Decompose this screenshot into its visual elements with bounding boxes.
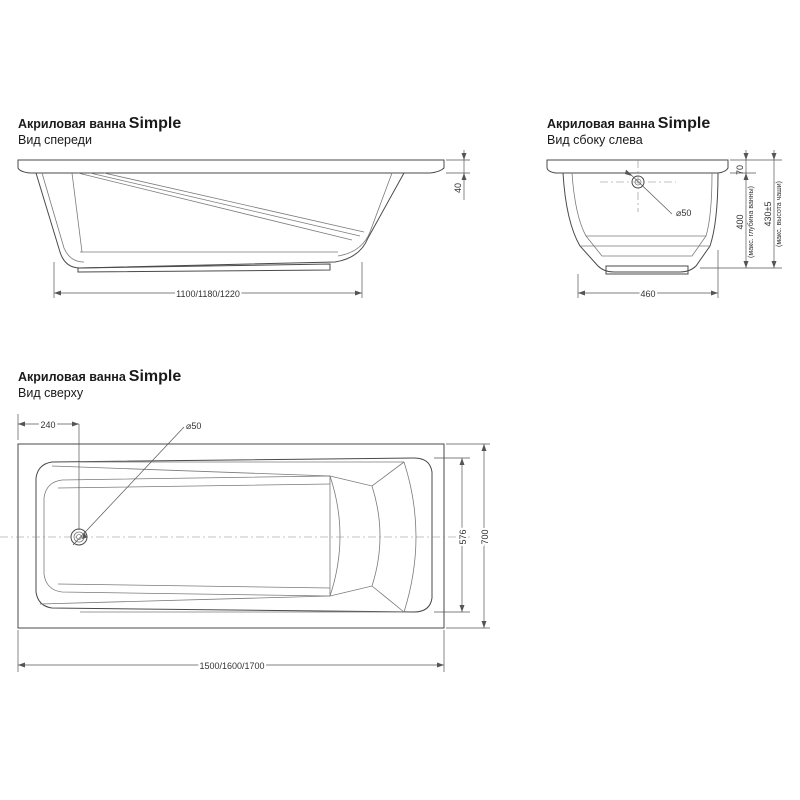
side-diameter-label: ⌀50 (676, 208, 692, 218)
side-base (606, 266, 688, 274)
arrow-icon (744, 261, 749, 268)
arrow-icon (772, 153, 777, 160)
side-depth-label: 400 (735, 214, 745, 230)
front-rim (18, 160, 444, 173)
arrow-icon (744, 153, 749, 160)
side-width-label: 460 (640, 289, 656, 299)
arrow-icon (355, 291, 362, 296)
product-label: Акриловая ванна (547, 117, 655, 131)
top-backrest-line (52, 462, 404, 486)
arrow-icon (460, 458, 465, 465)
side-rim-label: 70 (735, 164, 745, 176)
arrow-icon (18, 663, 25, 668)
top-backrest-line (372, 486, 380, 586)
arrow-icon (711, 291, 718, 296)
view-subtitle: Вид спереди (18, 133, 92, 148)
arrow-icon (460, 605, 465, 612)
arrow-icon (482, 621, 487, 628)
arrow-icon (54, 291, 61, 296)
arrow-icon (462, 153, 467, 160)
view-subtitle: Вид сверху (18, 386, 84, 401)
view-subtitle: Вид сбоку слева (547, 133, 643, 148)
top-backrest-line (330, 476, 340, 596)
arrow-icon (482, 444, 487, 451)
product-label: Акриловая ванна (18, 117, 126, 131)
front-backrest-line (104, 173, 364, 232)
front-backrest-line (90, 173, 360, 236)
arrow-icon (578, 291, 585, 296)
top-bowl (36, 458, 432, 612)
front-inner-line (72, 173, 82, 252)
arrow-icon (18, 422, 25, 427)
arrow-icon (772, 261, 777, 268)
front-length-label: 1100/1180/1220 (176, 289, 240, 299)
front-backrest-line (78, 173, 352, 240)
top-length-label: 1500/1600/1700 (199, 661, 265, 671)
front-rim-label: 40 (453, 182, 463, 194)
top-drain-label: 240 (40, 420, 56, 430)
arrow-icon (462, 173, 467, 180)
product-label: Акриловая ванна (18, 370, 126, 384)
arrow-icon (72, 422, 79, 427)
side-diameter-leader (626, 170, 672, 214)
side-depth-note: (макс. глубина ванны) (748, 186, 755, 258)
brand-label: Simple (128, 368, 182, 385)
top-width-label: 700 (480, 529, 490, 545)
top-diameter-label: ⌀50 (186, 421, 202, 431)
top-view-drawing (0, 414, 490, 672)
brand-label: Simple (657, 115, 711, 132)
side-height-note: (макс. высота чаши) (776, 181, 783, 247)
top-inner-line (58, 484, 330, 588)
brand-label: Simple (128, 115, 182, 132)
front-body (36, 173, 404, 268)
front-view-drawing (18, 150, 470, 299)
side-rim (547, 160, 728, 173)
side-view-drawing (547, 150, 783, 299)
side-height-label: 430±5 (763, 201, 773, 227)
top-inner-width-label: 576 (458, 529, 468, 545)
arrow-icon (437, 663, 444, 668)
